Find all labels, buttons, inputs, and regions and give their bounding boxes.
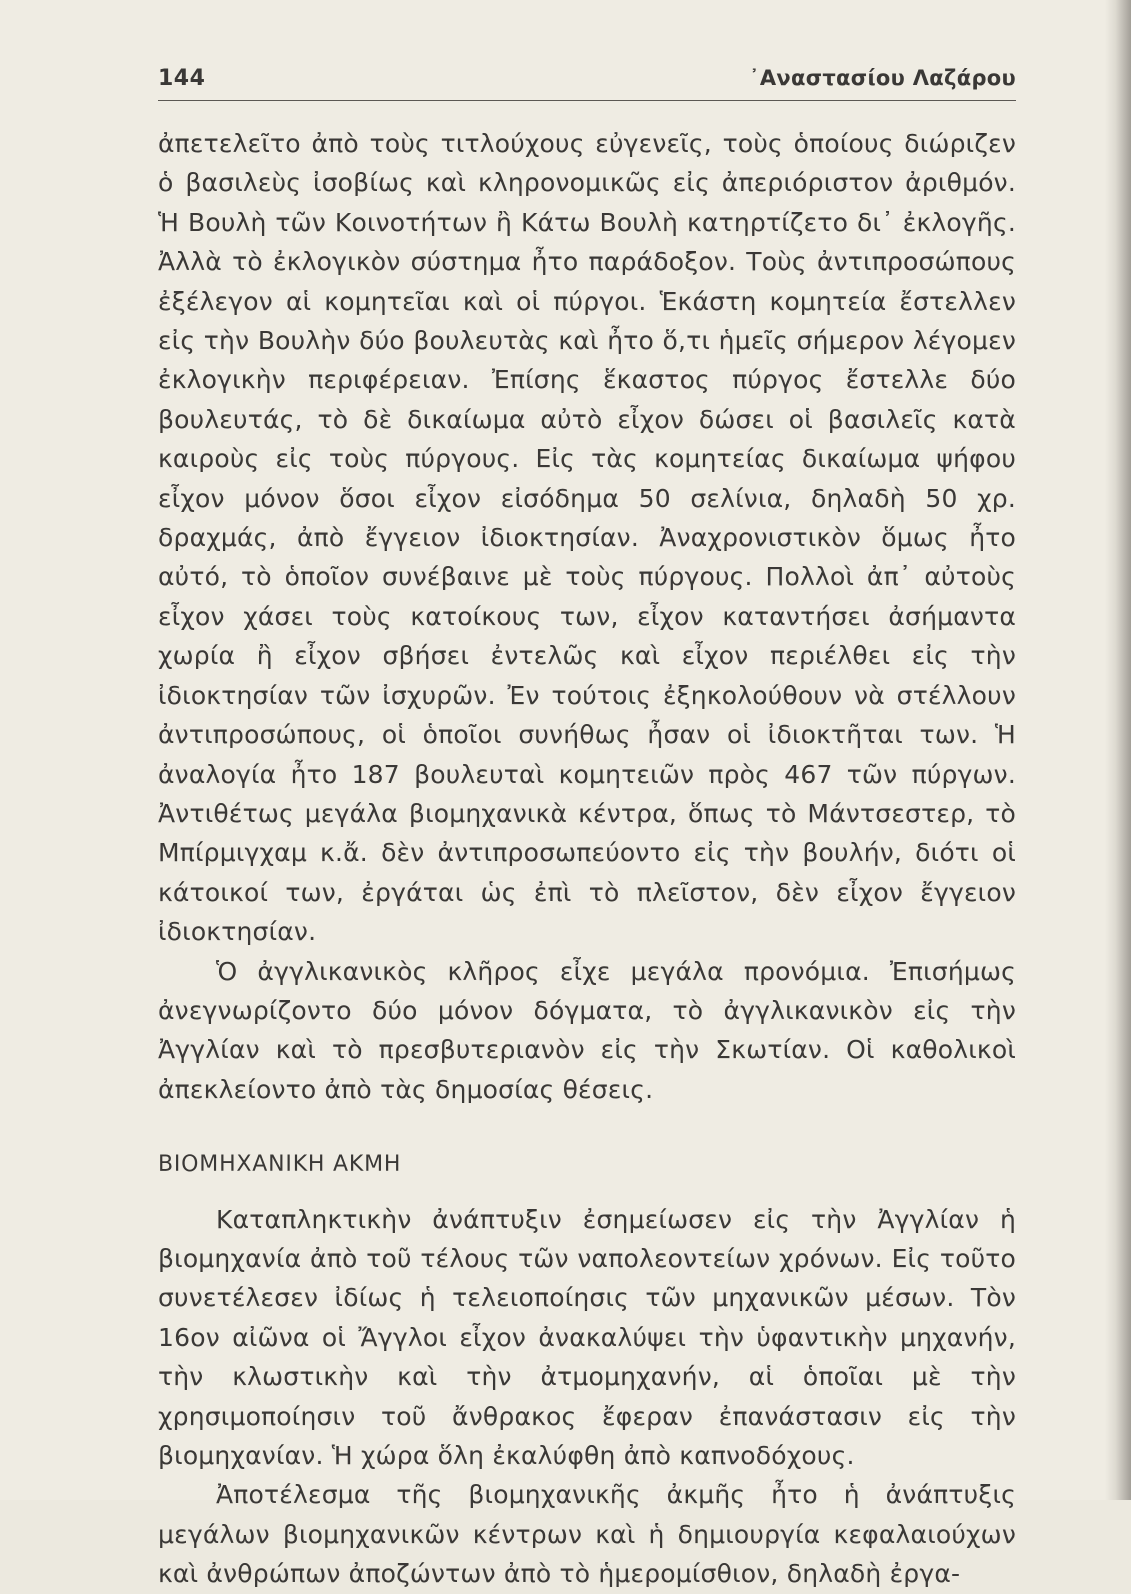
paragraph-clergy: Ὁ ἀγγλικανικὸς κλῆρος εἶχε μεγάλα προνόμια. Ἐπισήμως ἀνεγνωρίζοντο δύο μόνον δόγματα, τὸ ἀγγλικανικὸν εἰς τὴν Ἀγγλίαν καὶ τὸ πρεσβυτεριανὸν εἰς τὴν Σκωτίαν. Οἱ καθολικοὶ ἀπεκλείοντο ἀπὸ τὰς δημοσίας θέσεις. — [158, 956, 1016, 1104]
section-heading: ΒΙΟΜΗΧΑΝΙΚΗ ΑΚΜΗ — [158, 1152, 402, 1178]
body-text — [158, 124, 1016, 1594]
page-edge-shadow — [1105, 0, 1131, 1500]
paragraph-industry: Καταπληκτικὴν ἀνάπτυξιν ἐσημείωσεν εἰς τὴν Ἀγγλίαν ἡ βιομηχανία ἀπὸ τοῦ τέλους τῶν ναπολεοντείων χρόνων. Εἰς τοῦτο συνετέλεσεν ἰδίως ἡ τελειοποίησις τῶν μηχανικῶν μέσων. Τὸν 16ον αἰῶνα οἱ Ἄγγλοι εἶχον ἀνακαλύψει τὴν ὑφαντικὴν μηχανήν, τὴν κλωστικὴν καὶ τὴν ἀτμομηχανήν, αἱ ὁποῖαι μὲ τὴν χρησιμοποίησιν τοῦ ἄνθρακος ἔφεραν ἐπανάστασιν εἰς τὴν βιομηχανίαν. Ἡ χώρα ὅλη ἐκαλύφθη ἀπὸ καπνοδόχους. — [158, 1204, 1016, 1470]
page-number: 144 — [158, 66, 206, 91]
paragraph-industry-result: Ἀποτέλεσμα τῆς βιομηχανικῆς ἀκμῆς ἦτο ἡ ἀνάπτυξις μεγάλων βιομηχανικῶν κέντρων καὶ ἡ δημιουργία κεφαλαιούχων καὶ ἀνθρώπων ἀποζώντων ἀπὸ τὸ ἡμερομίσθιον, δηλαδὴ ἐργα- — [158, 1480, 1016, 1589]
paragraph-parliament: ἀπετελεῖτο ἀπὸ τοὺς τιτλούχους εὐγενεῖς, τοὺς ὁποίους διώριζεν ὁ βασιλεὺς ἰσοβίως καὶ κληρονομικῶς εἰς ἀπεριόριστον ἀριθμόν. Ἡ Βουλὴ τῶν Κοινοτήτων ἢ Κάτω Βουλὴ κατηρτίζετο δι᾿ ἐκλογῆς. Ἀλλὰ τὸ ἐκλογικὸν σύστημα ἦτο παράδοξον. Τοὺς ἀντιπροσώπους ἐξέλεγον αἱ κομητεῖαι καὶ οἱ πύργοι. Ἑκάστη κομητεία ἔστελλεν εἰς τὴν Βουλὴν δύο βουλευτὰς καὶ ἦτο ὅ,τι ἡμεῖς σήμερον λέγομεν ἐκλογικὴν περιφέρειαν. Ἐπίσης ἕκαστος πύργος ἔστελλε δύο βουλευτάς, τὸ δὲ δικαίωμα αὐτὸ εἶχον δώσει οἱ βασιλεῖς κατὰ καιροὺς εἰς τοὺς πύργους. Εἰς τὰς κομητείας δικαίωμα ψήφου εἶχον μόνον ὅσοι εἶχον εἰσόδημα 50 σελίνια, δηλαδὴ 50 χρ. δραχμάς, ἀπὸ ἔγγειον ἰδιοκτησίαν. Ἀναχρονιστικὸν ὅμως ἦτο αὐτό, τὸ ὁποῖον συνέβαινε μὲ τοὺς πύργους. Πολλοὶ ἀπ᾿ αὐτοὺς εἶχον χάσει τοὺς κατοίκους των, εἶχον καταντήσει ἀσήμαντα χωρία ἢ εἶχον σβήσει ἐντελῶς καὶ εἶχον περιέλθει εἰς τὴν ἰδιοκτησίαν τῶν ἰσχυρῶν. Ἐν τούτοις ἐξηκολούθουν νὰ στέλλουν ἀντιπροσώπους, οἱ ὁποῖοι συνήθως ἦσαν οἱ ἰδιοκτῆται των. Ἡ ἀναλογία ἦτο 187 βουλευταὶ κομητειῶν πρὸς 467 τῶν πύργων. Ἀντιθέτως μεγάλα βιομηχανικὰ κέντρα, ὅπως τὸ Μάντσεστερ, τὸ Μπίρμιγχαμ κ.ἄ. δὲν ἀντιπροσωπεύοντο εἰς τὴν βουλήν, διότι οἱ κάτοικοί των, ἐργάται ὡς ἐπὶ τὸ πλεῖστον, δὲν εἶχον ἔγγειον ἰδιοκτησίαν. — [158, 129, 1016, 947]
page-header — [158, 66, 1016, 101]
running-title: ᾿Αναστασίου Λαζάρου — [749, 66, 1016, 90]
